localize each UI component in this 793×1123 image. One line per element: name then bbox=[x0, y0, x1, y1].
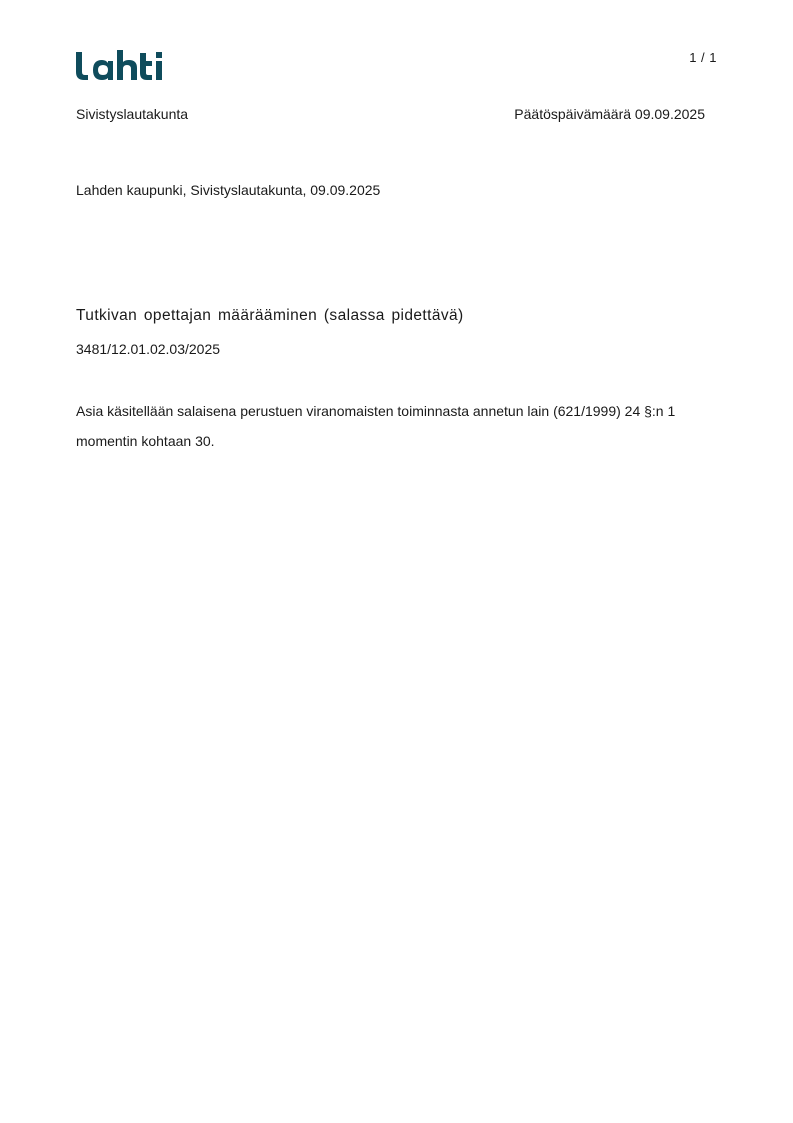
body-line: momentin kohtaan 30. bbox=[76, 433, 215, 449]
body-line: Asia käsitellään salaisena perustuen viranomaisten toiminnasta annetun lain (621/1999) 24 §:n 1 bbox=[76, 403, 676, 419]
page-number: 1 / 1 bbox=[689, 50, 717, 65]
department-name: Sivistyslautakunta bbox=[76, 106, 189, 122]
decision-body bbox=[76, 396, 726, 456]
dateline: Lahden kaupunki, Sivistyslautakunta, 09.09.2025 bbox=[76, 182, 381, 198]
case-number: 3481/12.01.02.03/2025 bbox=[76, 341, 221, 357]
decision-date: Päätöspäivämäärä 09.09.2025 bbox=[514, 106, 705, 122]
lahti-logo bbox=[76, 48, 168, 82]
decision-title: Tutkivan opettajan määrääminen (salassa pidettävä) bbox=[76, 307, 464, 324]
document-header bbox=[76, 106, 705, 122]
